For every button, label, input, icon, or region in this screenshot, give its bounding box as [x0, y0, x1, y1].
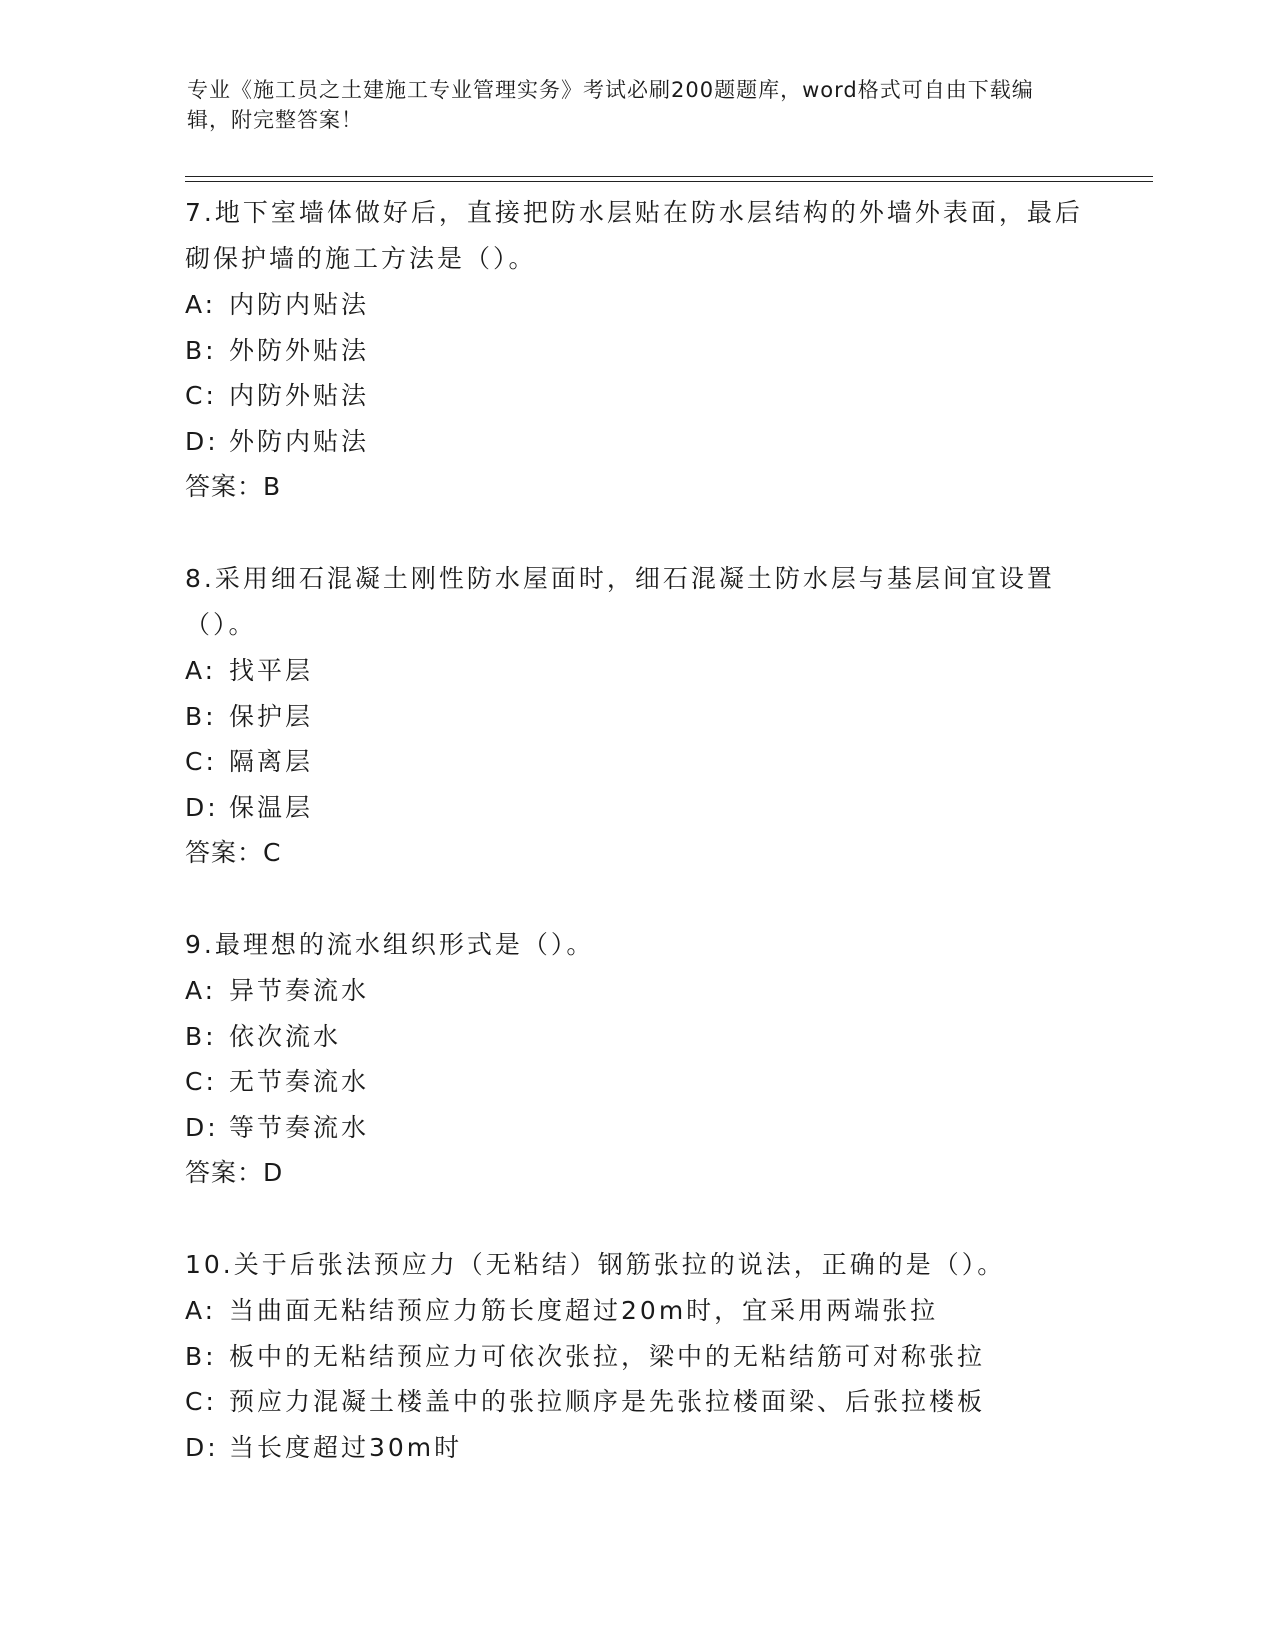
option-key: C:: [185, 1387, 217, 1416]
option-c: [185, 739, 1085, 785]
option-text: 隔离层: [229, 747, 314, 776]
option-text: 板中的无粘结预应力可依次张拉，梁中的无粘结筋可对称张拉: [229, 1341, 986, 1371]
answer-line: 答案：D: [185, 1158, 284, 1187]
option-a: [185, 282, 1085, 328]
option-text: 内防外贴法: [229, 381, 370, 410]
option-key: C:: [185, 381, 217, 410]
option-key: D:: [185, 1432, 219, 1462]
option-key: B:: [185, 1341, 217, 1371]
option-key: A:: [185, 976, 217, 1005]
answer-line: 答案：C: [185, 838, 282, 867]
option-key: C:: [185, 747, 217, 776]
option-text: 外防外贴法: [229, 335, 370, 365]
option-key: D:: [185, 426, 219, 456]
question-list: [185, 190, 1085, 1470]
option-text: 当长度超过30m时: [229, 1432, 463, 1462]
option-text: 当曲面无粘结预应力筋长度超过20m时，宜采用两端张拉: [229, 1296, 939, 1325]
option-c: [185, 373, 1085, 419]
question-spacer: [185, 509, 1085, 556]
option-text: 依次流水: [229, 1021, 342, 1051]
option-d: [185, 785, 1085, 831]
option-text: 内防内贴法: [229, 290, 370, 319]
option-d: [185, 1425, 1085, 1471]
option-key: C:: [185, 1067, 217, 1096]
document-header: 专业《施工员之土建施工专业管理实务》考试必刷200题题库，word格式可自由下载编辑，附完整答案！: [187, 78, 1034, 132]
answer-line: 答案：B: [185, 472, 282, 501]
question-stem: 10.关于后张法预应力（无粘结）钢筋张拉的说法，正确的是（）。: [185, 1250, 1006, 1279]
option-d: [185, 419, 1085, 465]
option-text: 预应力混凝土楼盖中的张拉顺序是先张拉楼面梁、后张拉楼板: [229, 1387, 986, 1416]
question-9: [185, 922, 1085, 1195]
header-divider-bottom: [185, 181, 1153, 182]
option-text: 异节奏流水: [229, 976, 370, 1005]
option-text: 无节奏流水: [229, 1067, 370, 1096]
question-stem: 7.地下室墙体做好后，直接把防水层贴在防水层结构的外墙外表面，最后砌保护墙的施工方法是（）。: [185, 198, 1083, 273]
question-8: [185, 556, 1085, 875]
option-d: [185, 1105, 1085, 1151]
option-text: 外防内贴法: [229, 426, 370, 456]
option-b: [185, 328, 1085, 374]
option-text: 保温层: [229, 792, 314, 822]
option-b: [185, 1334, 1085, 1380]
option-key: B:: [185, 701, 217, 731]
question-stem: 9.最理想的流水组织形式是（）。: [185, 930, 595, 959]
question-spacer: [185, 875, 1085, 922]
question-7: [185, 190, 1085, 509]
option-key: B:: [185, 335, 217, 365]
option-c: [185, 1059, 1085, 1105]
option-key: A:: [185, 1296, 217, 1325]
question-spacer: [185, 1195, 1085, 1242]
option-text: 保护层: [229, 701, 314, 731]
option-b: [185, 1014, 1085, 1060]
option-key: A:: [185, 290, 217, 319]
option-key: A:: [185, 656, 217, 685]
option-a: [185, 968, 1085, 1014]
option-text: 等节奏流水: [229, 1112, 370, 1142]
question-stem: 8.采用细石混凝土刚性防水屋面时，细石混凝土防水层与基层间宜设置（）。: [185, 564, 1055, 639]
option-key: D:: [185, 792, 219, 822]
option-key: B:: [185, 1021, 217, 1051]
option-c: [185, 1379, 1085, 1425]
option-a: [185, 648, 1085, 694]
option-a: [185, 1288, 1085, 1334]
option-b: [185, 694, 1085, 740]
option-key: D:: [185, 1112, 219, 1142]
question-10: [185, 1242, 1085, 1470]
option-text: 找平层: [229, 656, 314, 685]
header-divider-top: [185, 176, 1153, 177]
